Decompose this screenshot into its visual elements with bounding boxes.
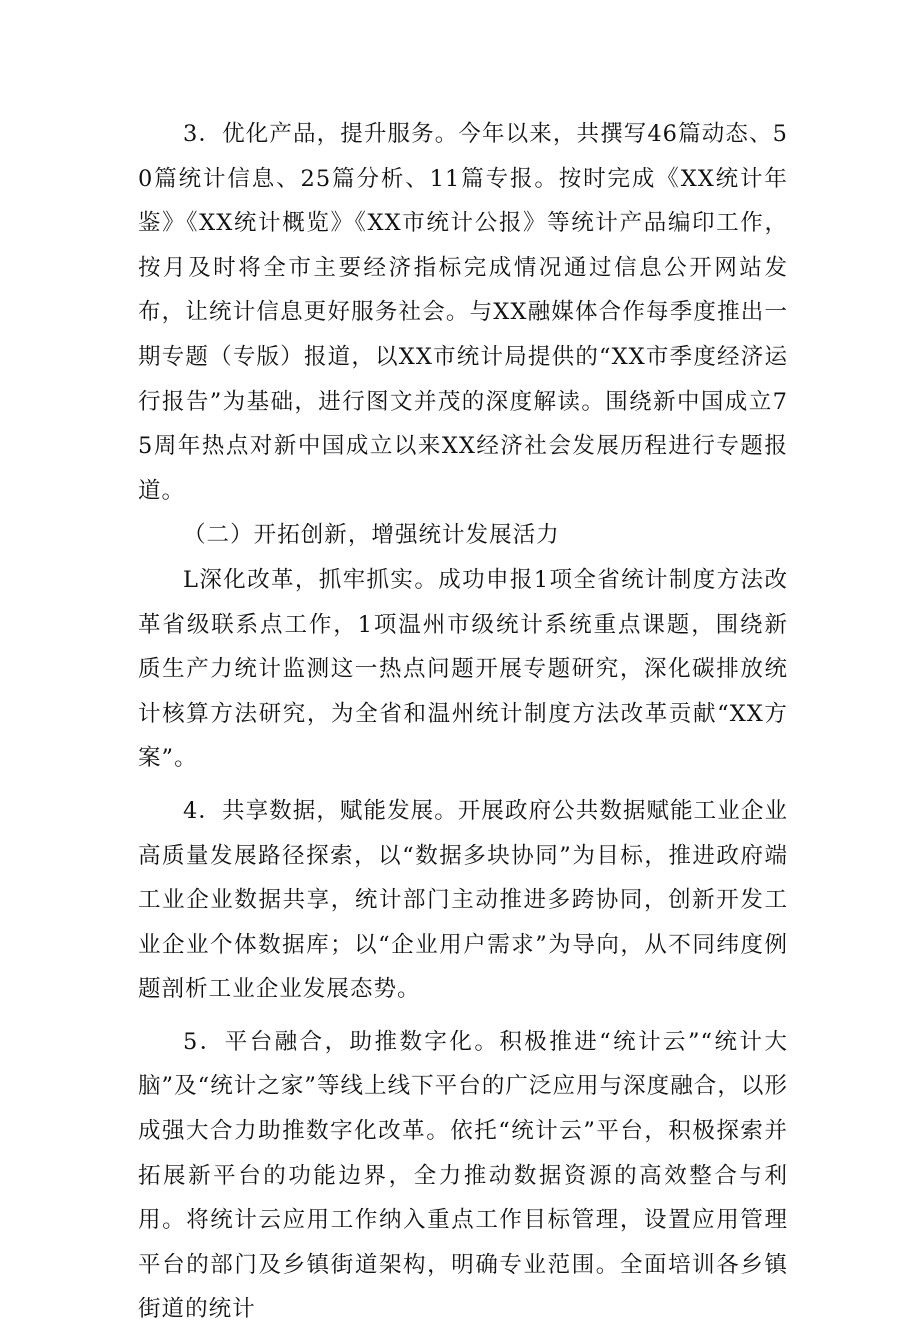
document-body (138, 112, 788, 1332)
paragraph-optimize-products: 3．优化产品，提升服务。今年以来，共撰写46篇动态、50篇统计信息、25篇分析、11篇专报。按时完成《XX统计年鉴》《XX统计概览》《XX市统计公报》等统计产品编印工作，按月及时将全市主要经济指标完成情况通过信息公开网站发布，让统计信息更好服务社会。与XX融媒体合作每季度推出一期专题（专版）报道，以XX市统计局提供的“XX市季度经济运行报告”为基础，进行图文并茂的深度解读。围绕新中国成立75周年热点对新中国成立以来XX经济社会发展历程进行专题报道。 (138, 121, 788, 504)
section-heading-innovation: （二）开拓创新，增强统计发展活力 (183, 522, 560, 549)
paragraph-platform-integration: 5．平台融合，助推数字化。积极推进“统计云”“统计大脑”及“统计之家”等线上线下平台的广泛应用与深度融合，以形成强大合力助推数字化改革。依托“统计云”平台，积极探索并拓展新平台的功能边界，全力推动数据资源的高效整合与利用。将统计云应用工作纳入重点工作目标管理，设置应用管理平台的部门及乡镇街道架构，明确专业范围。全面培训各乡镇街道的统计 (138, 1028, 788, 1323)
paragraph-deepen-reform: L深化改革，抓牢抓实。成功申报1项全省统计制度方法改革省级联系点工作，1项温州市级统计系统重点课题，围绕新质生产力统计监测这一热点问题开展专题研究，深化碳排放统计核算方法研究，为全省和温州统计制度方法改革贡献“XX方案”。 (138, 566, 788, 772)
paragraph-share-data: 4．共享数据，赋能发展。开展政府公共数据赋能工业企业高质量发展路径探索，以“数据多块协同”为目标，推进政府端工业企业数据共享，统计部门主动推进多跨协同，创新开发工业企业个体数据库；以“企业用户需求”为导向，从不同纬度例题剖析工业企业发展态势。 (138, 797, 788, 1003)
